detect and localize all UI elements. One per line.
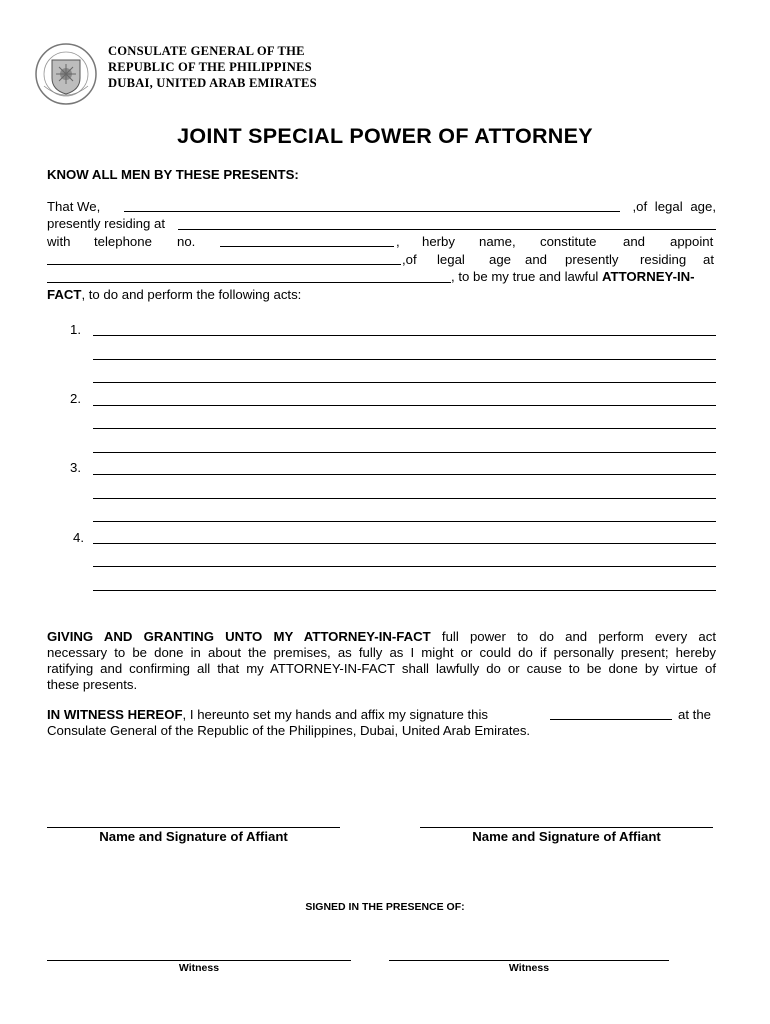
herby-label: herby	[422, 234, 455, 249]
with-label: with	[47, 234, 71, 249]
residence-blank[interactable]	[178, 229, 716, 230]
and2-label: and	[525, 252, 548, 267]
header-line-2: REPUBLIC OF THE PHILIPPINES	[108, 60, 312, 74]
date-blank[interactable]	[550, 719, 672, 720]
act-4-line-3[interactable]	[93, 590, 716, 591]
affiant-1-label: Name and Signature of Affiant	[99, 829, 288, 844]
header-line-3: DUBAI, UNITED ARAB EMIRATES	[108, 76, 317, 90]
fact-label: FACT	[47, 287, 82, 302]
philippine-seal-icon	[34, 42, 98, 106]
and-label: and	[623, 234, 646, 249]
legal-label: legal	[437, 252, 465, 267]
act-3-line-1[interactable]	[93, 474, 716, 475]
witness-line-1	[47, 707, 488, 724]
act-number-1: 1.	[70, 322, 81, 337]
witness-2-label: Witness	[508, 962, 550, 974]
age-label: age	[489, 252, 512, 267]
act-2-line-1[interactable]	[93, 405, 716, 406]
presently-residing-label: presently residing at	[47, 216, 166, 231]
of-label: ,of	[402, 252, 417, 267]
act-number-2: 2.	[70, 391, 81, 406]
giving-line-2: necessary to be done in about the premises, as fully as I might or could do if personally present; hereby	[47, 645, 716, 660]
act-4-line-1[interactable]	[93, 543, 716, 544]
signed-presence-label: SIGNED IN THE PRESENCE OF:	[305, 901, 465, 913]
appoint-label: appoint	[670, 234, 714, 249]
telephone-blank[interactable]	[220, 246, 394, 247]
attorney-name-blank[interactable]	[47, 264, 401, 265]
know-all-heading: KNOW ALL MEN BY THESE PRESENTS:	[47, 167, 299, 182]
giving-line-1	[47, 629, 716, 646]
act-1-line-1[interactable]	[93, 335, 716, 336]
fact-line	[47, 286, 301, 303]
at-label: at	[703, 252, 714, 267]
affiant-2-signature-line[interactable]	[420, 827, 713, 828]
header-line-1: CONSULATE GENERAL OF THE	[108, 44, 305, 58]
presently-label: presently	[565, 252, 619, 267]
affiant-2-label: Name and Signature of Affiant	[472, 829, 661, 844]
act-number-4: 4.	[73, 530, 84, 545]
witness-line-2: Consulate General of the Republic of the Philippines, Dubai, United Arab Emirates.	[47, 723, 531, 738]
to-be-line	[451, 268, 695, 285]
no-label: no.	[177, 234, 196, 249]
witness-rest: , I hereunto set my hands and affix my signature this	[182, 707, 488, 722]
affiant-1-signature-line[interactable]	[47, 827, 340, 828]
document-title: JOINT SPECIAL POWER OF ATTORNEY	[177, 124, 593, 148]
act-4-line-2[interactable]	[93, 566, 716, 567]
giving-rest: full power to do and perform every act	[430, 629, 716, 644]
act-number-3: 3.	[70, 460, 81, 475]
to-be-label: , to be my true and lawful	[451, 269, 602, 284]
giving-line-4: these presents.	[47, 677, 138, 692]
at-the-label: at the	[678, 707, 711, 722]
giving-line-3: ratifying and confirming all that my ATTORNEY-IN-FACT shall lawfully do or cause to be done by virtue of	[47, 661, 716, 676]
act-1-line-3[interactable]	[93, 382, 716, 383]
witness-1-signature-line[interactable]	[47, 960, 351, 961]
to-do-label: , to do and perform the following acts:	[81, 287, 302, 302]
witness-1-label: Witness	[178, 962, 220, 974]
act-1-line-2[interactable]	[93, 359, 716, 360]
attorney-in-label: ATTORNEY-IN-	[602, 269, 695, 284]
act-2-line-3[interactable]	[93, 452, 716, 453]
act-3-line-2[interactable]	[93, 498, 716, 499]
act-3-line-3[interactable]	[93, 521, 716, 522]
that-we-label: That We,	[47, 199, 101, 214]
attorney-residence-blank[interactable]	[47, 282, 451, 283]
witness-bold: IN WITNESS HEREOF	[47, 707, 183, 722]
of-legal-age-label: ,of legal age,	[632, 199, 716, 214]
giving-bold: GIVING AND GRANTING UNTO MY ATTORNEY-IN-FACT	[47, 629, 431, 644]
residing-label: residing	[640, 252, 687, 267]
comma-label: ,	[396, 234, 400, 249]
telephone-label: telephone	[94, 234, 152, 249]
names-blank[interactable]	[124, 211, 620, 212]
witness-2-signature-line[interactable]	[389, 960, 669, 961]
name-label: name,	[479, 234, 516, 249]
act-2-line-2[interactable]	[93, 428, 716, 429]
constitute-label: constitute	[540, 234, 597, 249]
